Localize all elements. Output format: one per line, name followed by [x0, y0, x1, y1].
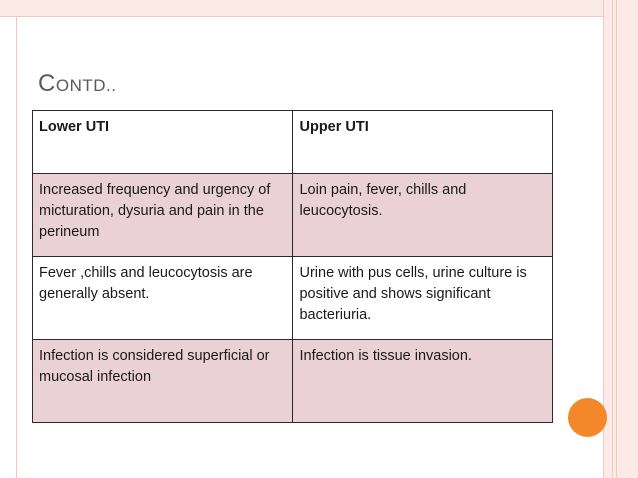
uti-comparison-table — [32, 110, 553, 423]
slide-title — [38, 70, 116, 98]
table-cell: Urine with pus cells, urine culture is positive and shows significant bacteriuria. — [293, 257, 553, 340]
slide-title-initial: C — [38, 70, 56, 97]
header-lower-uti: Lower UTI — [33, 111, 293, 174]
table-cell: Loin pain, fever, chills and leucocytosis. — [293, 174, 553, 257]
table-cell: Infection is considered superficial or mucosal infection — [33, 340, 293, 423]
table-header-row — [33, 111, 553, 174]
right-border-line — [616, 0, 617, 478]
top-border-line — [0, 16, 638, 17]
decorative-circle-icon — [568, 398, 607, 437]
header-upper-uti: Upper UTI — [293, 111, 553, 174]
right-border-line — [612, 0, 613, 478]
table-row — [33, 340, 553, 423]
table-row — [33, 257, 553, 340]
table-cell: Increased frequency and urgency of micturation, dysuria and pain in the perineum — [33, 174, 293, 257]
table-cell: Fever ,chills and leucocytosis are generally absent. — [33, 257, 293, 340]
table-row — [33, 174, 553, 257]
left-border-line — [16, 16, 17, 478]
right-border-band — [603, 0, 638, 478]
slide-title-rest: ONTD.. — [55, 76, 117, 95]
top-border-band — [0, 0, 638, 16]
table-cell: Infection is tissue invasion. — [293, 340, 553, 423]
